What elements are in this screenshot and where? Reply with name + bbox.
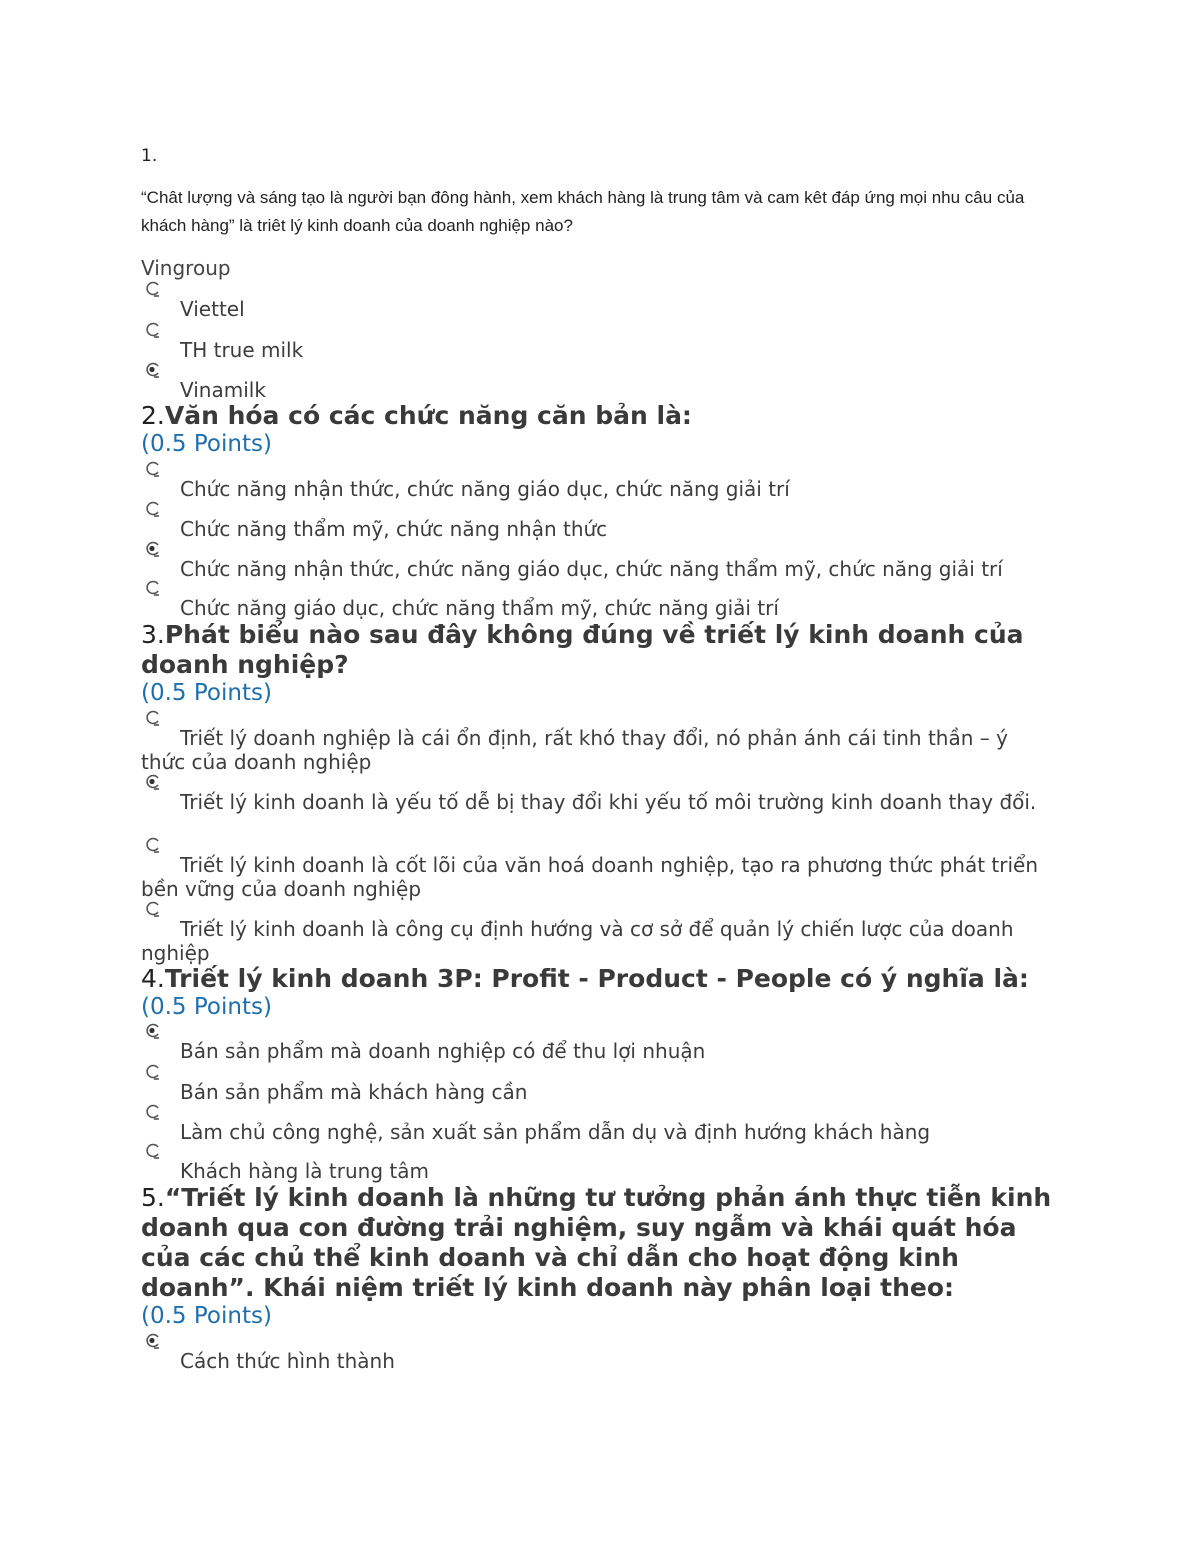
question-1-option-1[interactable] (141, 297, 1051, 321)
question-5-points: (0.5 Points) (141, 1303, 272, 1329)
option-label: Triết lý kinh doanh là cốt lõi của văn hoá doanh nghiệp, tạo ra phương thức phát triển bền vững của doanh nghiệp (141, 853, 1039, 901)
option-label: Triết lý kinh doanh là công cụ định hướng và cơ sở để quản lý chiến lược của doanh nghiệp (141, 917, 1014, 965)
question-2-points: (0.5 Points) (141, 431, 272, 457)
option-label: Bán sản phẩm mà doanh nghiệp có để thu lợi nhuận (180, 1039, 706, 1063)
question-5-option-1[interactable] (141, 1349, 1051, 1373)
question-3-option-1[interactable] (141, 726, 1051, 774)
radio-selected-icon[interactable] (143, 772, 163, 792)
question-2-option-3[interactable] (141, 557, 1051, 581)
option-label: Khách hàng là trung tâm (180, 1159, 429, 1183)
option-label: Làm chủ công nghệ, sản xuất sản phẩm dẫn dụ và định hướng khách hàng (180, 1120, 931, 1144)
option-label: Chức năng thẩm mỹ, chức năng nhận thức (180, 517, 608, 541)
question-1-text: “Chât lượng và sáng tạo là người bạn đông hành, xem khách hàng là trung tâm và cam kêt đáp ứng mọi nhu câu của khách hàng” là triêt lý kinh doanh của doanh nghiệp nào? (141, 188, 1025, 235)
option-label: Triết lý kinh doanh là yếu tố dễ bị thay đổi khi yếu tố môi trường kinh doanh thay đổi. (180, 790, 1037, 814)
question-3-title: Phát biểu nào sau đây không đúng về triết lý kinh doanh của doanh nghiệp? (141, 620, 1024, 679)
question-3-heading (141, 620, 1056, 680)
option-label: Bán sản phẩm mà khách hàng cần (180, 1080, 528, 1104)
question-4-heading (141, 964, 1056, 994)
option-label: Chức năng nhận thức, chức năng giáo dục, chức năng giải trí (180, 477, 790, 501)
radio-unselected-icon[interactable] (143, 459, 163, 479)
question-1-option-2[interactable] (141, 338, 1051, 362)
radio-selected-icon[interactable] (143, 360, 163, 380)
question-1-number: 1. (141, 146, 158, 166)
question-4-title: Triết lý kinh doanh 3P: Profit - Product - People có ý nghĩa là: (164, 964, 1029, 993)
radio-unselected-icon[interactable] (143, 578, 163, 598)
radio-unselected-icon[interactable] (143, 708, 163, 728)
question-4-number: 4. (141, 964, 165, 993)
question-3-points: (0.5 Points) (141, 680, 272, 706)
question-1-option-3[interactable] (141, 378, 1051, 402)
radio-selected-icon[interactable] (143, 1331, 163, 1351)
option-label: TH true milk (180, 338, 304, 362)
question-3-option-4[interactable] (141, 917, 1051, 965)
question-4-option-4[interactable] (141, 1159, 1051, 1183)
question-2-number: 2. (141, 401, 165, 430)
radio-unselected-icon[interactable] (143, 499, 163, 519)
option-label: Chức năng nhận thức, chức năng giáo dục, chức năng thẩm mỹ, chức năng giải trí (180, 557, 1003, 581)
option-label: Chức năng giáo dục, chức năng thẩm mỹ, chức năng giải trí (180, 596, 779, 620)
question-2-title: Văn hóa có các chức năng căn bản là: (164, 401, 692, 430)
radio-unselected-icon[interactable] (143, 279, 163, 299)
radio-selected-icon[interactable] (143, 1021, 163, 1041)
option-label: Cách thức hình thành (180, 1349, 395, 1373)
radio-unselected-icon[interactable] (143, 1141, 163, 1161)
question-2-option-4[interactable] (141, 596, 1051, 620)
question-5-number: 5. (141, 1183, 165, 1212)
question-2-heading (141, 401, 1056, 431)
question-2-option-1[interactable] (141, 477, 1051, 501)
question-5-heading (141, 1183, 1056, 1303)
question-2-option-2[interactable] (141, 517, 1051, 541)
option-label: Viettel (180, 297, 245, 321)
radio-unselected-icon[interactable] (143, 1062, 163, 1082)
question-4-option-1[interactable] (141, 1039, 1051, 1063)
radio-unselected-icon[interactable] (143, 320, 163, 340)
question-5-title: “Triết lý kinh doanh là những tư tưởng phản ánh thực tiễn kinh doanh qua con đường trải nghiệm, suy ngẫm và khái quát hóa của các chủ thể kinh doanh và chỉ dẫn cho hoạt động kinh doanh”. Khái niệm triết lý kinh doanh này phân loại theo: (141, 1183, 1052, 1302)
question-4-points: (0.5 Points) (141, 994, 272, 1020)
question-3-number: 3. (141, 620, 165, 649)
radio-unselected-icon[interactable] (143, 1102, 163, 1122)
radio-unselected-icon[interactable] (143, 835, 163, 855)
radio-selected-icon[interactable] (143, 539, 163, 559)
question-4-option-2[interactable] (141, 1080, 1051, 1104)
question-3-option-2[interactable] (141, 790, 1051, 814)
radio-unselected-icon[interactable] (143, 899, 163, 919)
question-3-option-3[interactable] (141, 853, 1051, 901)
question-4-option-3[interactable] (141, 1120, 1051, 1144)
option-label: Triết lý doanh nghiệp là cái ổn định, rất khó thay đổi, nó phản ánh cái tinh thần – ý thức của doanh nghiệp (141, 726, 1008, 774)
option-label: Vinamilk (180, 378, 266, 402)
question-1-first-option: Vingroup (141, 256, 231, 280)
